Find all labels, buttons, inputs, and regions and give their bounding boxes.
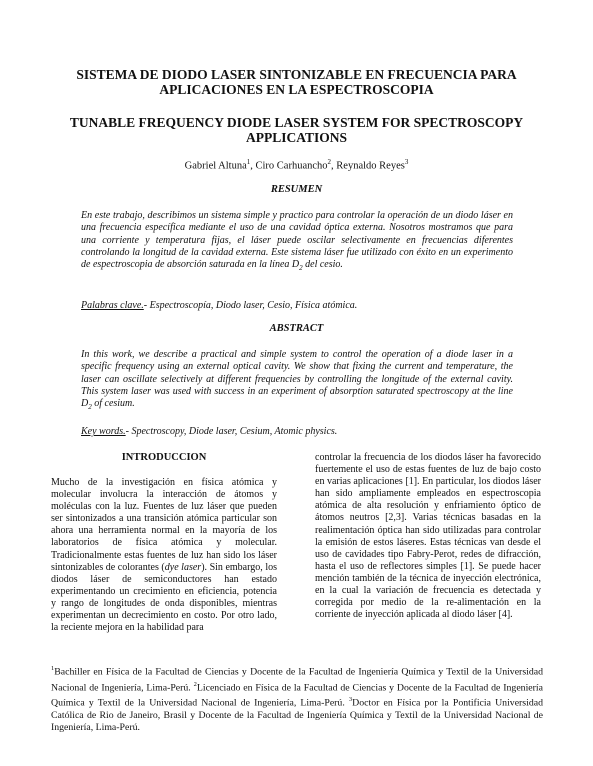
resumen-text (81, 210, 513, 274)
resumen-heading: RESUMEN (270, 184, 323, 195)
intro-text-left: Mucho de la investigación en física atómica y molecular involucra la interacción de átomos y moléculas con la luz. Fuentes de luz láser que pueden ser sintonizados a una transición atómica particular son ahora una herramienta normal en la mayoría de los laboratorios de física atómica y molecular. Tradicionalmente estas fuentes de luz han sido los láser sintonizables de colorantes ( (51, 477, 277, 573)
body-column-left (51, 477, 277, 634)
title-spanish: SISTEMA DE DIODO LASER SINTONIZABLE EN FRECUENCIA PARA APLICACIONES EN LA ESPECTROSCOPIA (76, 67, 517, 97)
key-words-label: Key words. (81, 426, 126, 437)
author-name: Gabriel Altuna (184, 160, 247, 172)
footnote-mark: 2 (193, 680, 197, 688)
body-column-right: controlar la frecuencia de los diodos láser ha favorecido fuertemente el uso de estas fuentes de luz de bajo costo en varias aplicaciones [1]. En particular, los diodos láser han sido ampliamente empleados en espectroscopia atómica de alta resolución y enfriamiento óptico de átomos neutros [2,3]. Varias técnicas basadas en la realimentación óptica han sido utilizadas para controlar la emisión de estos láseres. Estas técnicas van desde el uso de cavidades tipo Fabry-Perot, redes de difracción, hasta el uso de reflectores simples [1]. Se puede hacer mención también de la técnica de inyección electrónica, en la cual la variación de frecuencia es detectada y corregida por medio de la re-alimentación en la corriente de inyección aplicada al diodo láser [4]. (315, 452, 541, 621)
palabras-clave-label: Palabras clave. (81, 300, 144, 311)
abstract-body: In this work, we describe a practical and simple system to control the operation of a diode laser in a specific frequency using an external optical cavity. We show that fixing the current and temperature, the laser can oscillate selectively at different frequencies by controlling the longitude of the external cavity. This system laser was used with success in an experiment of absorption saturated spectroscopy at the line D (81, 349, 513, 410)
abstract-text (81, 349, 513, 413)
title-english: TUNABLE FREQUENCY DIODE LASER SYSTEM FOR SPECTROSCOPY APPLICATIONS (69, 115, 524, 145)
author-name: Reynaldo Reyes (336, 160, 405, 172)
footnotes (51, 663, 543, 734)
palabras-clave (81, 300, 513, 311)
abstract-body-end: of cesium. (91, 398, 135, 410)
palabras-clave-list: - Espectroscopía, Diodo laser, Cesio, Física atómica. (143, 300, 358, 311)
intro-text-left-end: ). Sin embargo, los diodos láser de semiconductores han estado experimentando un crecimiento en eficiencia, potencia y rango de longitudes de onda disponibles, mientras experimentan un decrecimiento en costo. Por otro lado, la reciente mejora en la habilidad para (51, 561, 277, 634)
footnote-text: Doctor en Física por la Pontificia Universidad Católica de Rio de Janeiro, Brasil y Docente de la Facultad de Ingeniería Química y Textil de la Universidad Nacional de Ingeniería, Lima-Perú. (51, 697, 543, 733)
resumen-body-end: del cesio. (302, 259, 343, 271)
footnote-mark: 1 (51, 665, 55, 672)
resumen-subscript: 2 (299, 264, 303, 273)
author-mark: 1 (246, 158, 251, 166)
footnote-text: Bachiller en Física de la Facultad de Ciencias y Docente de la Facultad de Ingeniería Química y Textil de la Universidad Nacional de Ingeniería, Lima-Perú. (51, 666, 543, 693)
author-mark: 3 (404, 158, 409, 166)
introduccion-heading: INTRODUCCION (121, 452, 207, 463)
key-words (81, 426, 513, 437)
author-name: Ciro Carhuancho (255, 160, 328, 172)
footnote-text: Licenciado en Física de la Facultad de Ciencias y Docente de la Facultad de Ingeniería Química y Textil de la Universidad Nacional de Ingeniería, Lima-Perú. (51, 681, 543, 709)
footnote-mark: 3 (348, 696, 353, 704)
abstract-subscript: 2 (88, 403, 92, 412)
author-mark: 2 (327, 158, 332, 166)
resumen-body: En este trabajo, describimos un sistema simple y practico para controlar la operación de un diodo láser en una frecuencia específica mediante el uso de una cavidad óptica externa. Nosotros mostramos que para una corriente y temperatura fijas, el láser puede oscilar selectivamente en frecuencias diferentes controlando la longitud de la cavidad externa. Este sistema láser fue utilizado con éxito en un experimento de espectroscopia de absorción saturada en la línea D (81, 210, 513, 271)
intro-emphasis: dye laser (164, 561, 202, 573)
key-words-list: - Spectroscopy, Diode laser, Cesium, Atomic physics. (125, 426, 338, 437)
abstract-heading: ABSTRACT (269, 323, 324, 334)
author-list: Gabriel Altuna$^1$, Ciro Carhuancho$^2$, Reynaldo Reyes$^3$ (184, 158, 409, 172)
